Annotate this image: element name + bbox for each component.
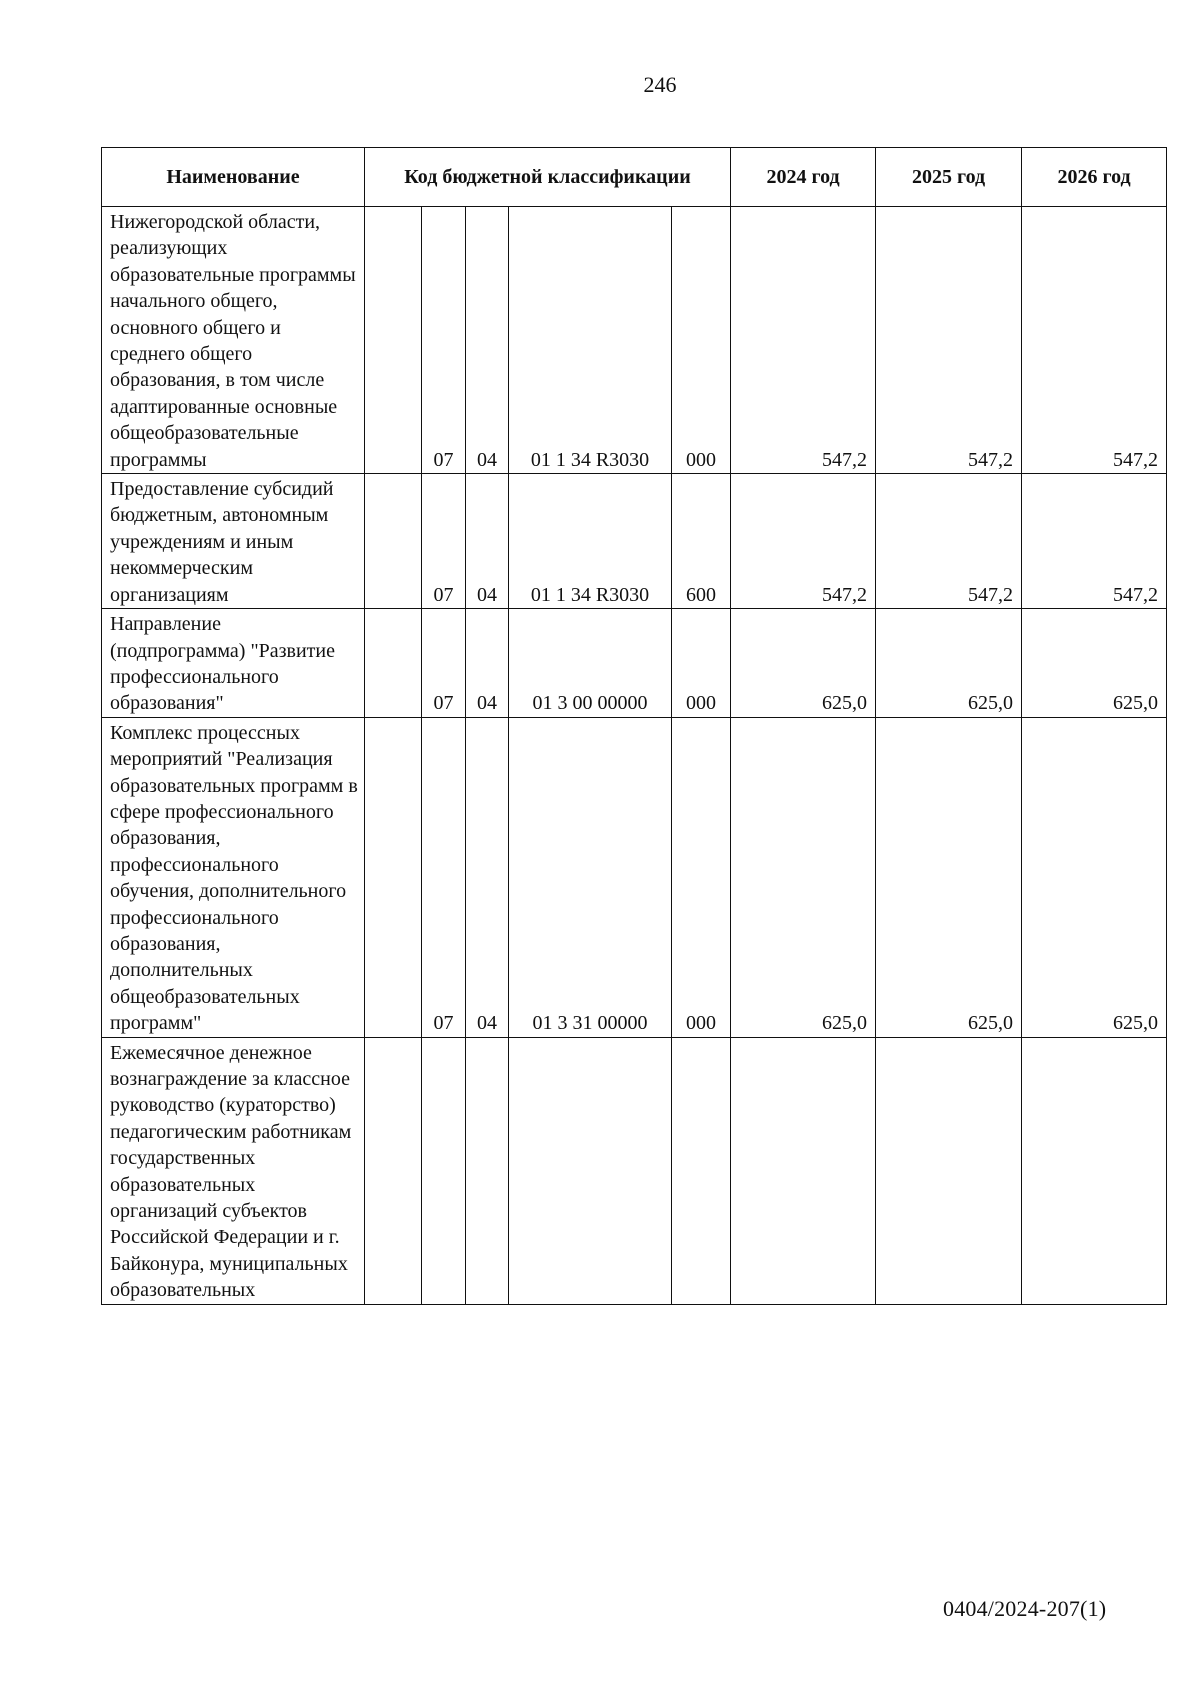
table-row	[102, 1037, 1167, 1304]
row-section: 07	[422, 474, 466, 609]
row-target-article: 01 3 31 00000	[509, 717, 672, 1037]
row-value-2026: 625,0	[1022, 609, 1167, 718]
header-name: Наименование	[102, 148, 365, 207]
row-name: Ежемесячное денежное вознаграждение за классное руководство (кураторство) педагогическим работникам государственных образовательных организаций субъектов Российской Федерации и г. Байконура, муниципальных образовательных	[102, 1037, 365, 1304]
row-value-2024: 547,2	[731, 474, 876, 609]
page-number: 246	[643, 72, 677, 97]
row-section: 07	[422, 717, 466, 1037]
row-section	[422, 1037, 466, 1304]
row-expense-type: 600	[672, 474, 731, 609]
row-target-article	[509, 1037, 672, 1304]
row-grbs	[365, 474, 422, 609]
row-value-2026: 547,2	[1022, 474, 1167, 609]
row-value-2025	[876, 1037, 1022, 1304]
row-grbs	[365, 717, 422, 1037]
row-value-2025: 625,0	[876, 717, 1022, 1037]
header-year-2025: 2025 год	[876, 148, 1022, 207]
row-grbs	[365, 1037, 422, 1304]
row-value-2024: 547,2	[731, 207, 876, 474]
row-grbs	[365, 207, 422, 474]
row-value-2026: 625,0	[1022, 717, 1167, 1037]
row-section: 07	[422, 609, 466, 718]
row-expense-type: 000	[672, 609, 731, 718]
row-subsection: 04	[466, 207, 509, 474]
table-row	[102, 609, 1167, 718]
row-value-2025: 547,2	[876, 207, 1022, 474]
row-value-2025: 547,2	[876, 474, 1022, 609]
row-subsection: 04	[466, 609, 509, 718]
row-name: Нижегородской области, реализующих образовательные программы начального общего, основного общего и среднего общего образования, в том числе адаптированные основные общеобразовательные программы	[102, 207, 365, 474]
row-target-article: 01 3 00 00000	[509, 609, 672, 718]
row-name: Комплекс процессных мероприятий "Реализация образовательных программ в сфере профессионального образования, профессионального обучения, дополнительного профессионального образования, дополнительных общеобразовательных программ"	[102, 717, 365, 1037]
row-target-article: 01 1 34 R3030	[509, 474, 672, 609]
row-target-article: 01 1 34 R3030	[509, 207, 672, 474]
row-value-2025: 625,0	[876, 609, 1022, 718]
row-value-2024: 625,0	[731, 609, 876, 718]
row-subsection: 04	[466, 717, 509, 1037]
header-budget-code: Код бюджетной классификации	[365, 148, 731, 207]
row-expense-type: 000	[672, 207, 731, 474]
row-expense-type: 000	[672, 717, 731, 1037]
table-row	[102, 207, 1167, 474]
row-grbs	[365, 609, 422, 718]
row-value-2024: 625,0	[731, 717, 876, 1037]
budget-table	[101, 147, 1167, 1305]
row-value-2026	[1022, 1037, 1167, 1304]
row-subsection	[466, 1037, 509, 1304]
row-section: 07	[422, 207, 466, 474]
table-row	[102, 717, 1167, 1037]
header-year-2024: 2024 год	[731, 148, 876, 207]
row-value-2026: 547,2	[1022, 207, 1167, 474]
row-name: Направление (подпрограмма) "Развитие профессионального образования"	[102, 609, 365, 718]
row-name: Предоставление субсидий бюджетным, автономным учреждениям и иным некоммерческим организациям	[102, 474, 365, 609]
row-value-2024	[731, 1037, 876, 1304]
row-subsection: 04	[466, 474, 509, 609]
row-expense-type	[672, 1037, 731, 1304]
table-row	[102, 474, 1167, 609]
header-year-2026: 2026 год	[1022, 148, 1167, 207]
table-header-row	[102, 148, 1167, 207]
document-code: 0404/2024-207(1)	[943, 1596, 1107, 1621]
